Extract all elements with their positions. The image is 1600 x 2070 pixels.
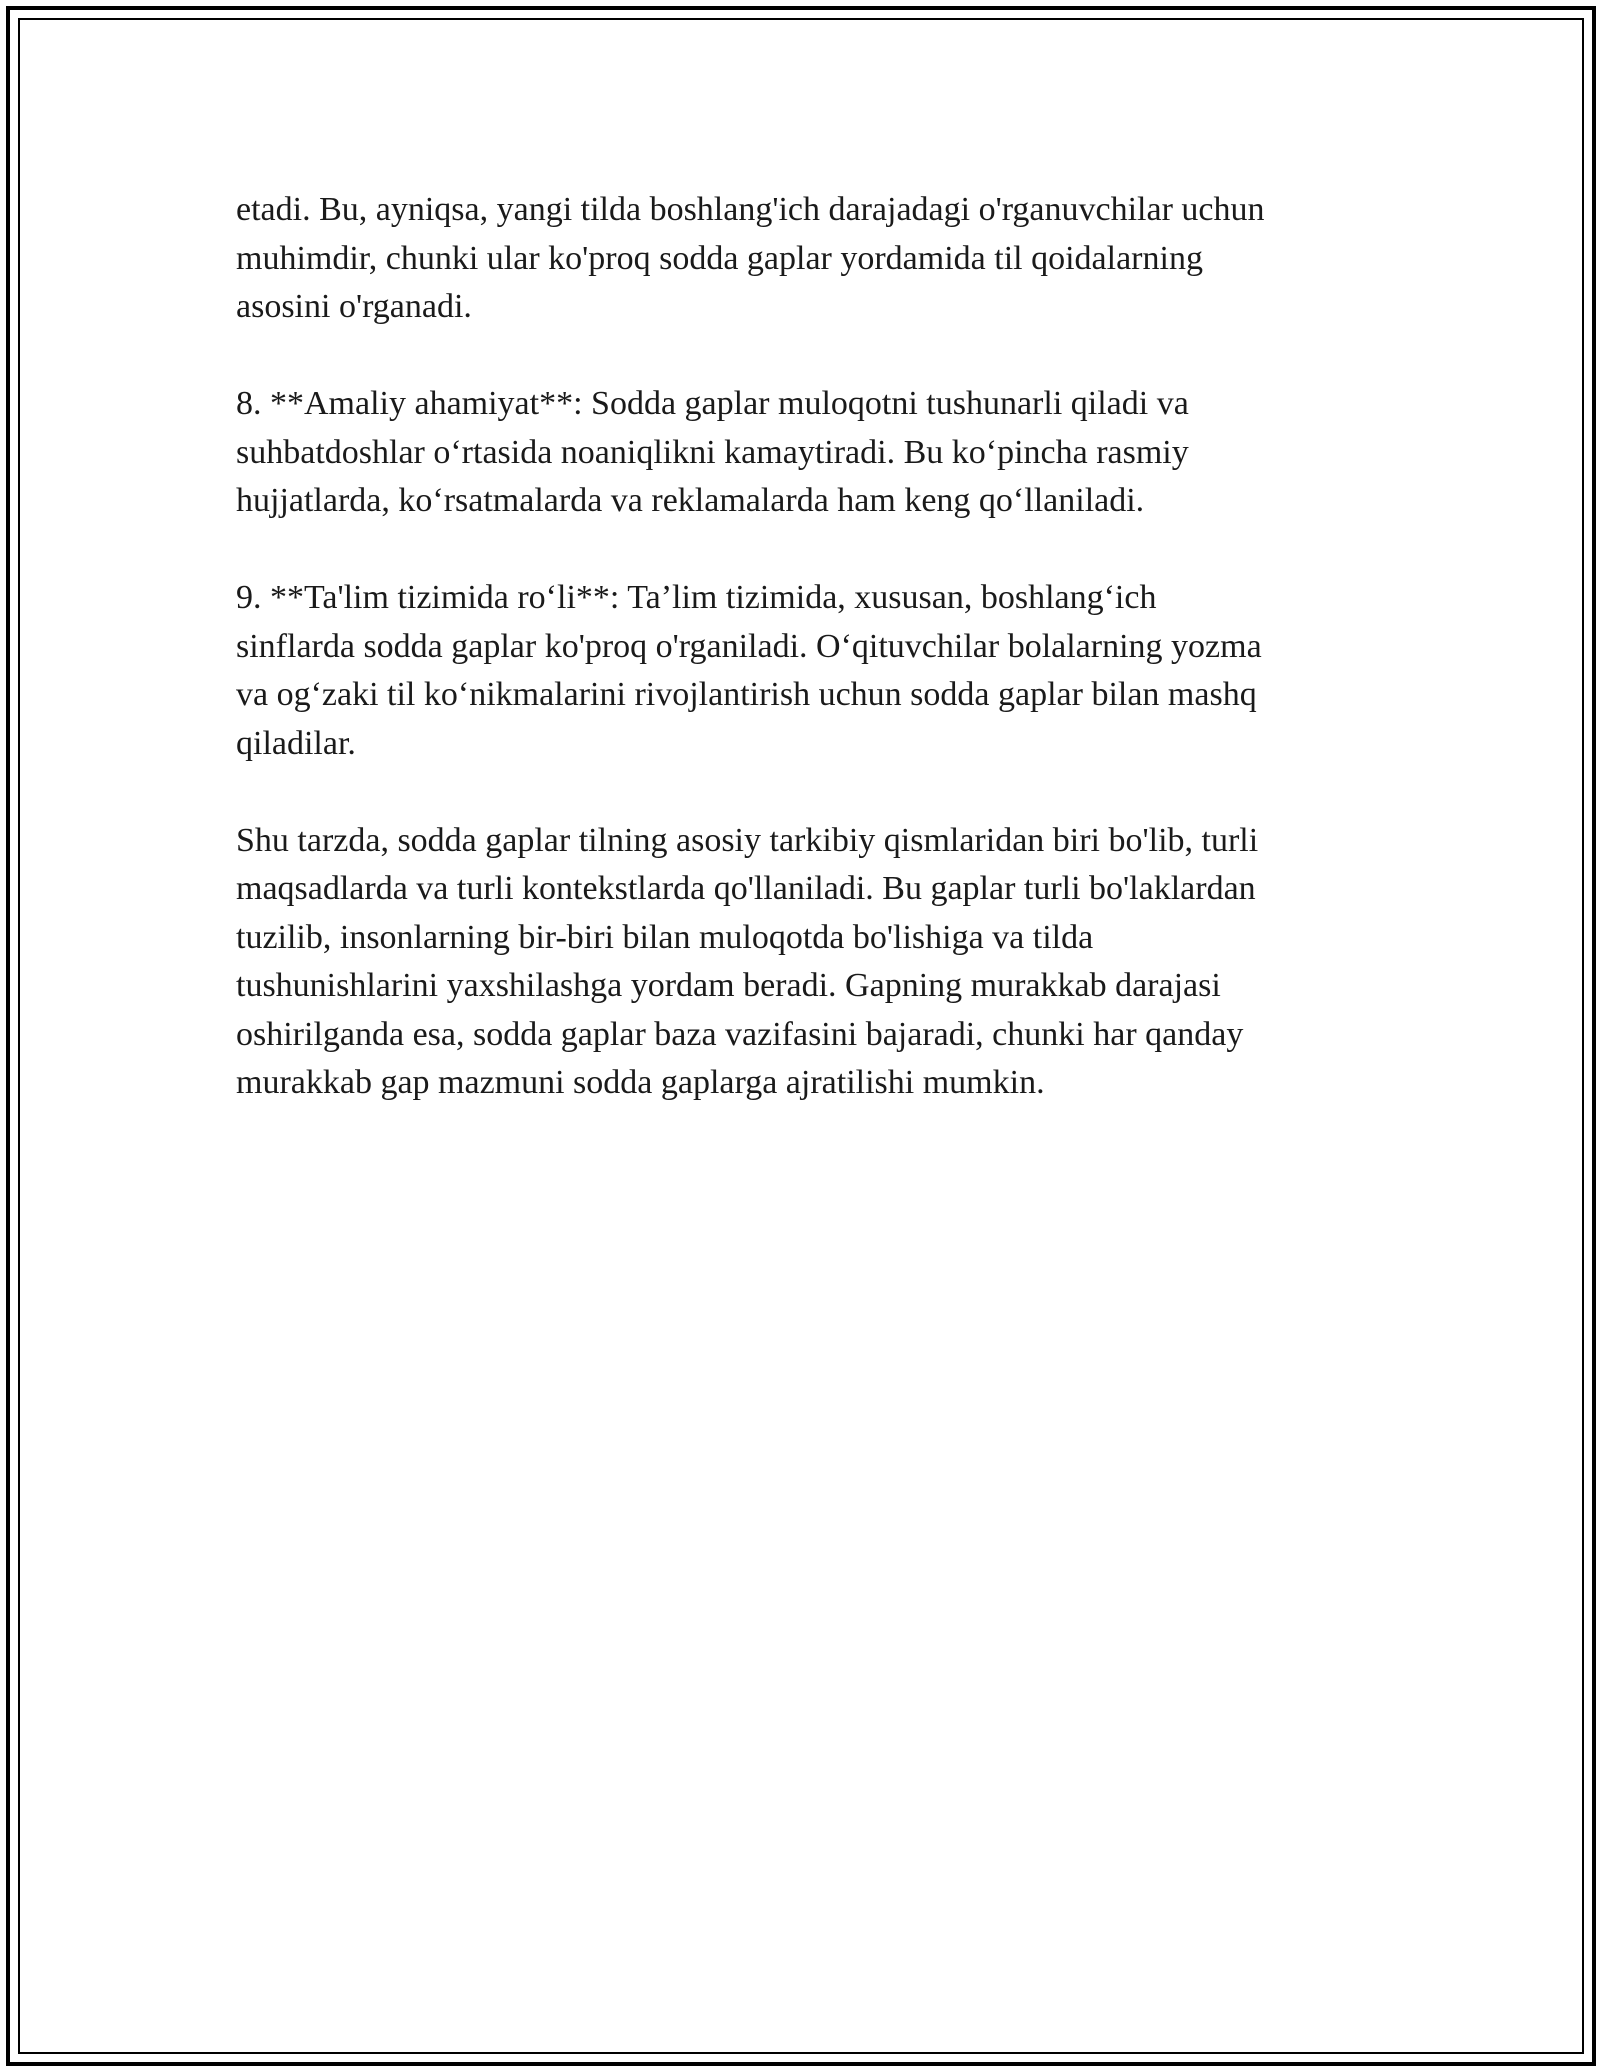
text-line: tuzilib, insonlarning bir-biri bilan muloqotda bo'lishiga va tilda [236,918,1094,956]
text-line: oshirilganda esa, sodda gaplar baza vazifasini bajaradi, chunki har qanday [236,1015,1244,1053]
text-line: etadi. Bu, ayniqsa, yangi tilda boshlang'ich darajadagi o'rganuvchilar uchun [236,191,1265,228]
paragraph-conclusion [236,817,1366,1108]
text-line: murakkab gap mazmuni sodda gaplarga ajratilishi mumkin. [236,1064,1045,1101]
text-line: tushunishlarini yaxshilashga yordam beradi. Gapning murakkab darajasi [236,967,1221,1004]
paragraph-item-8 [236,380,1366,526]
text-line: qiladilar. [236,724,356,762]
document-body [236,186,1366,1156]
text-line: 9. **Ta'lim tizimida ro‘li**: Ta’lim tizimida, xususan, boshlang‘ich [236,579,1157,616]
text-line: asosini o'rganadi. [236,288,472,325]
text-line: Shu tarzda, sodda gaplar tilning asosiy tarkibiy qismlaridan biri bo'lib, turli [236,821,1259,859]
text-line: hujjatlarda, ko‘rsatmalarda va reklamalarda ham keng qo‘llaniladi. [236,482,1145,519]
paragraph-item-9 [236,574,1366,768]
text-line: 8. **Amaliy ahamiyat**: Sodda gaplar muloqotni tushunarli qiladi va [236,385,1189,422]
text-line: muhimdir, chunki ular ko'proq sodda gaplar yordamida til qoidalarning [236,239,1203,277]
text-line: va og‘zaki til ko‘nikmalarini rivojlantirish uchun sodda gaplar bilan mashq [236,676,1257,713]
text-line: sinflarda sodda gaplar ko'proq o'rganiladi. O‘qituvchilar bolalarning yozma [236,627,1262,665]
text-line: maqsadlarda va turli kontekstlarda qo'llaniladi. Bu gaplar turli bo'laklardan [236,870,1256,907]
paragraph-continuation [236,186,1366,332]
text-line: suhbatdoshlar o‘rtasida noaniqlikni kamaytiradi. Bu ko‘pincha rasmiy [236,433,1189,471]
